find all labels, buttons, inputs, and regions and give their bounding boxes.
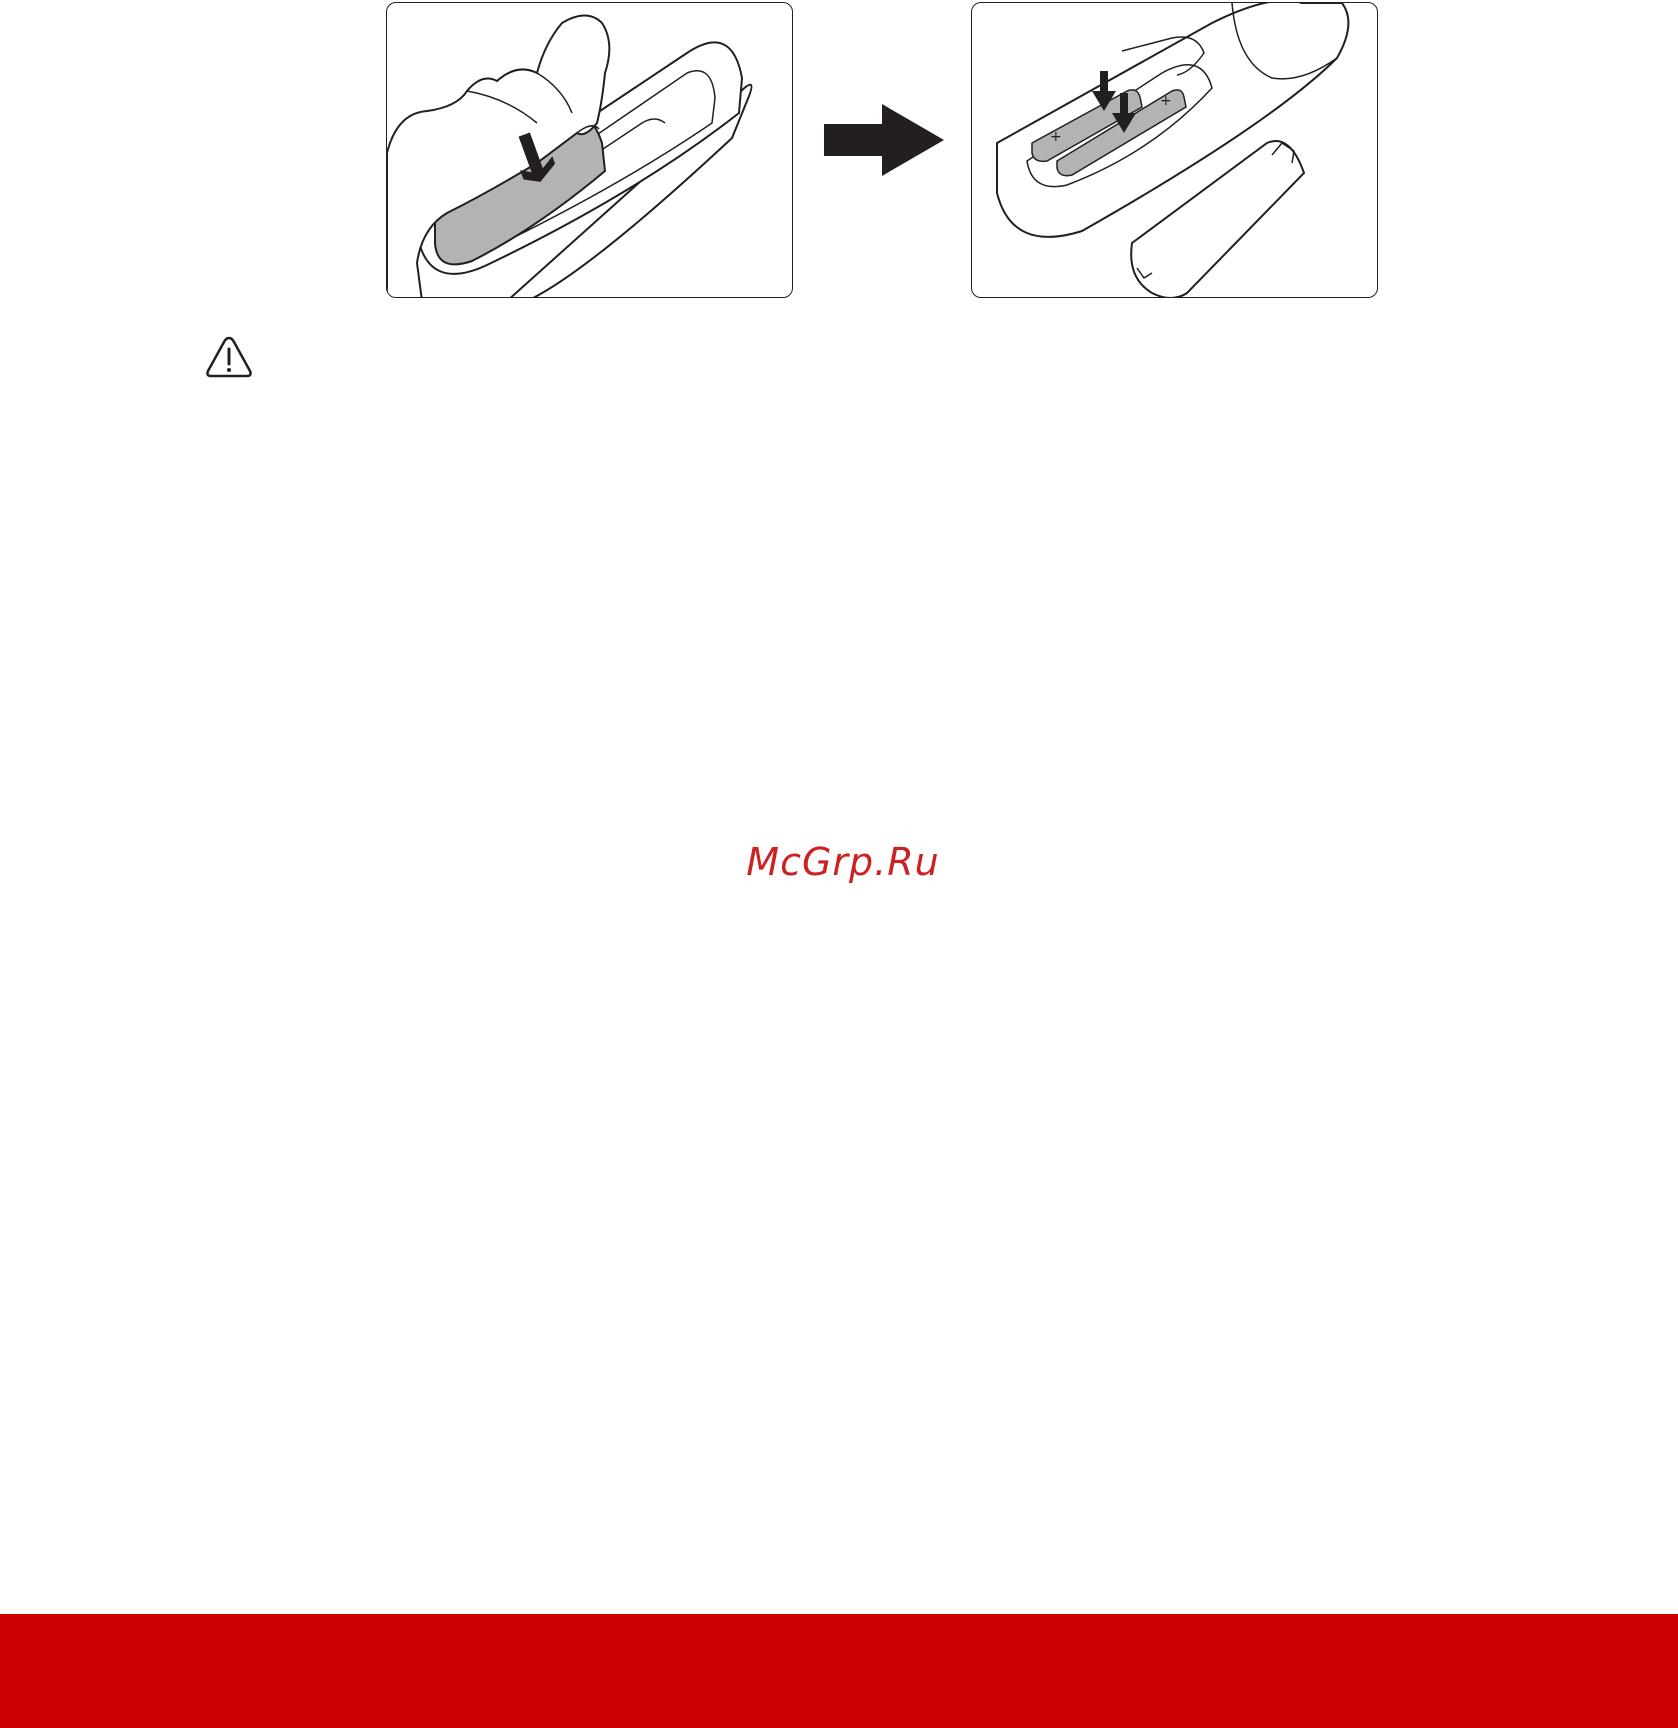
batteries-inserted-illustration [972,3,1378,298]
step2-panel [971,2,1378,298]
hand-lifting-battery-cover-illustration [387,3,793,298]
battery-plus-mark-2: + [1160,93,1172,109]
warning-triangle-icon [205,335,253,379]
battery-plus-mark-1: + [1050,129,1062,145]
watermark-text: McGrp.Ru [746,840,940,884]
footer-band [0,1614,1678,1728]
right-arrow-icon [824,104,944,176]
battery-installation-figure [0,0,1678,310]
step1-panel [386,2,793,298]
